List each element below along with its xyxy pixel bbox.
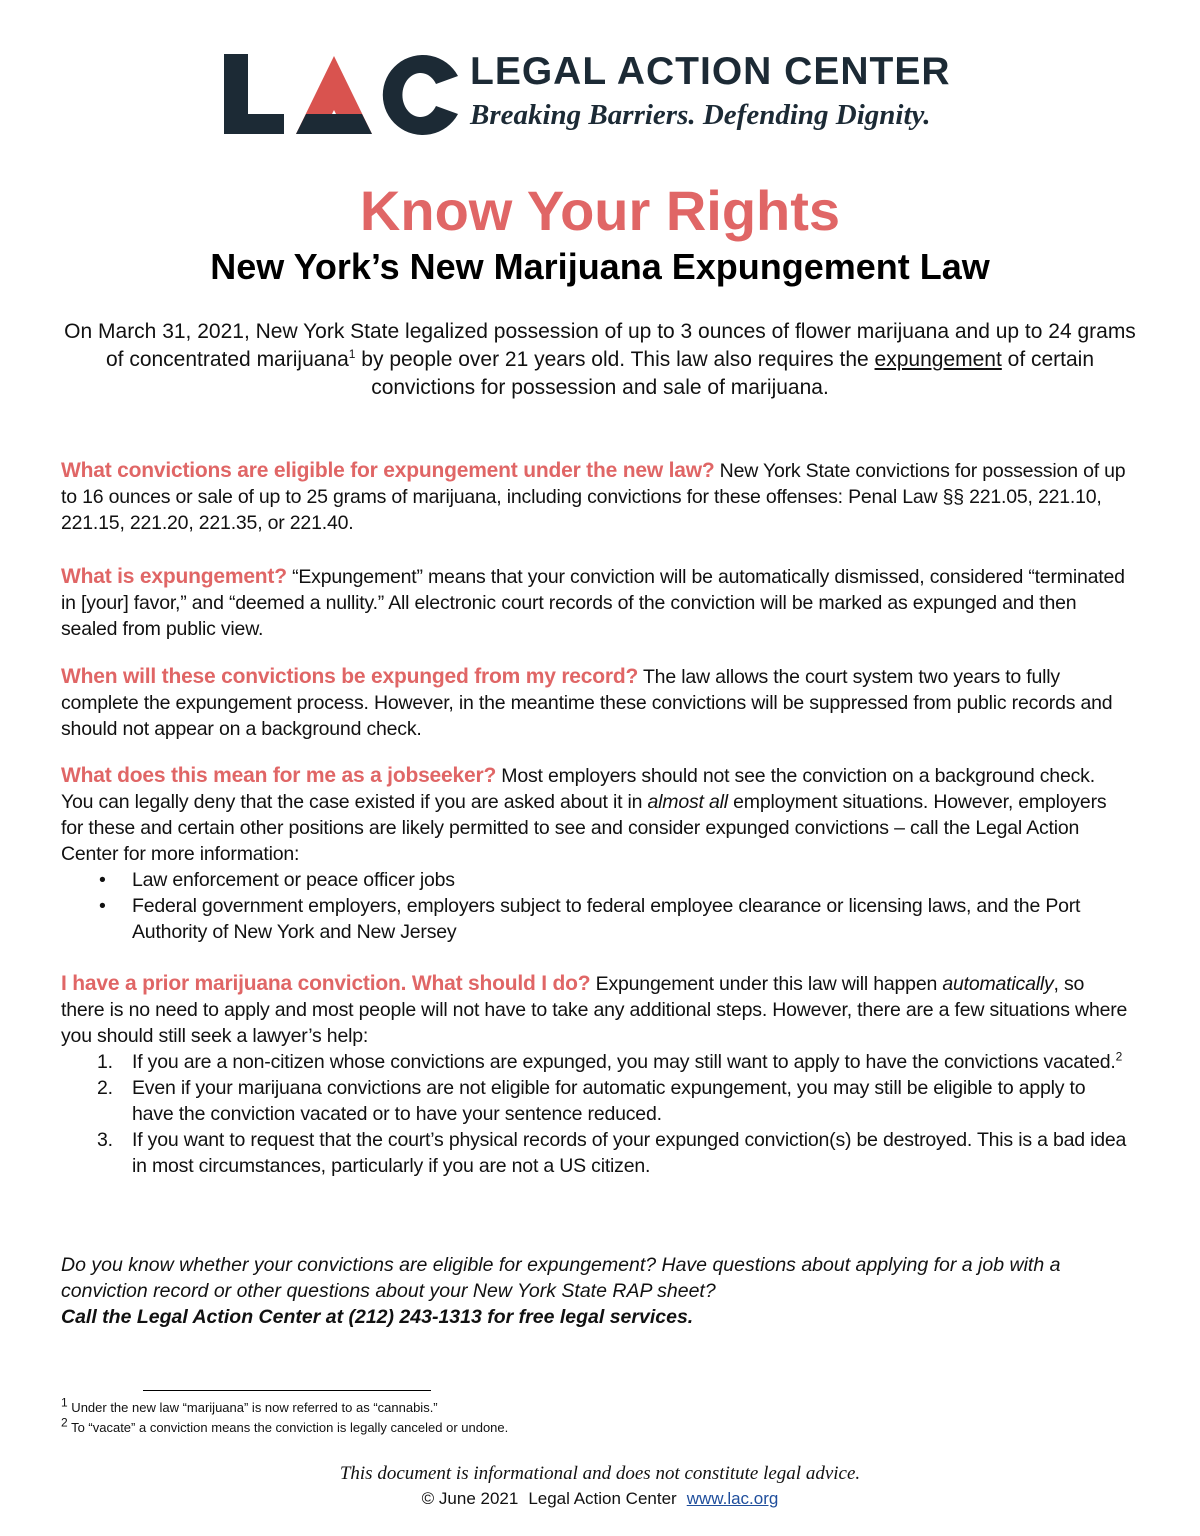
list-number: 2.: [97, 1077, 113, 1099]
lac-logo: [222, 52, 982, 142]
list-item: [97, 1075, 1131, 1127]
section-eligible: [61, 458, 1131, 536]
disclaimer: This document is informational and does not constitute legal advice.: [339, 1463, 861, 1484]
intro-text-2: by people over 21 years old. This law also requires the: [355, 348, 875, 371]
call-to-action: [61, 1252, 1121, 1330]
section-what-is: [61, 564, 1131, 642]
prior-numbered-list: [61, 1049, 1131, 1179]
expungement-term: expungement: [874, 348, 1002, 371]
list-number: 1.: [97, 1051, 113, 1073]
page-title: Know Your Rights: [359, 179, 841, 242]
copyright-line: [0, 1489, 1200, 1509]
cta-question: Do you know whether your convictions are eligible for expungement? Have questions about applying for a job with a conviction record or other questions about your New York State RAP sheet?: [61, 1254, 1061, 1302]
footnote-text: Under the new law “marijuana” is now referred to as “cannabis.”: [67, 1400, 438, 1415]
page-subtitle: New York’s New Marijuana Expungement Law: [210, 246, 990, 287]
answer-prior-b: , so there is no need to apply and most people will not have to take any additional steps. However, there are a few situations where you should still seek a lawyer’s help:: [61, 973, 1128, 1047]
question-what-is: What is expungement?: [61, 565, 287, 588]
intro-paragraph: [60, 318, 1140, 402]
footnote-divider: [143, 1390, 431, 1391]
list-text: If you are a non-citizen whose convictions are expunged, you may still want to apply to have the convictions vacated.: [132, 1051, 1116, 1073]
section-jobseeker: [61, 763, 1131, 945]
footnote-2: [61, 1415, 509, 1438]
footnote-text: To “vacate” a conviction means the conviction is legally canceled or undone.: [67, 1420, 509, 1435]
footnote-1: [61, 1395, 508, 1418]
intro-text-3: of certain convictions for possession and sale of marijuana.: [371, 348, 1095, 399]
copyright-org: Legal Action Center: [528, 1489, 677, 1508]
footnotes: [61, 1395, 509, 1438]
tagline: Breaking Barriers. Defending Dignity.: [470, 99, 931, 131]
footnote-mark: 1: [61, 1395, 68, 1410]
question-jobseeker: What does this mean for me as a jobseeker?: [61, 764, 497, 787]
answer-eligible: New York State convictions for possession of up to 16 ounces or sale of up to 25 grams of marijuana, including convictions for these offenses: Penal Law §§ 221.05, 221.10, 221.15, 221.20, 221.35, or 221.40.: [61, 460, 1126, 534]
list-text: Even if your marijuana convictions are not eligible for automatic expungement, you may still be eligible to apply to have the conviction vacated or to have your sentence reduced.: [132, 1077, 1086, 1125]
answer-when: The law allows the court system two years to fully complete the expungement process. However, in the meantime these convictions will be suppressed from public records and should not appear on a background check.: [61, 666, 1113, 740]
list-number: 3.: [97, 1129, 113, 1151]
answer-what-is: “Expungement” means that your conviction will be automatically dismissed, considered “terminated in [your] favor,” and “deemed a nullity.” All electronic court records of the conviction will be marked as expunged and then sealed from public view.: [61, 566, 1125, 640]
list-item: • Federal government employers, employers subject to federal employee clearance or licensing laws, and the Port Authority of New York and New Jersey: [132, 893, 1131, 945]
answer-jobseeker-italic: almost all: [647, 791, 728, 813]
footnote-mark: 2: [61, 1415, 68, 1430]
website-link[interactable]: www.lac.org: [686, 1489, 779, 1508]
answer-prior-italic: automatically: [942, 973, 1054, 995]
intro-text-1: On March 31, 2021, New York State legalized possession of up to 3 ounces of flower marijuana and up to 24 grams of concentrated marijuana: [64, 320, 1136, 371]
question-when: When will these convictions be expunged from my record?: [61, 665, 639, 688]
answer-jobseeker-a: Most employers should not see the conviction on a background check. You can legally deny that the case existed if you are asked about it in: [61, 765, 1095, 813]
question-eligible: What convictions are eligible for expungement under the new law?: [61, 459, 715, 482]
cta-call: Call the Legal Action Center at (212) 243-1313 for free legal services.: [61, 1306, 694, 1328]
jobseeker-bullet-list: [61, 867, 1131, 945]
footnote-ref-2: 2: [1115, 1049, 1123, 1064]
section-when: [61, 664, 1131, 742]
footnote-ref-1: 1: [348, 347, 356, 361]
answer-prior-a: Expungement under this law will happen: [590, 973, 943, 995]
answer-jobseeker-b: employment situations. However, employers for these and certain other positions are likely permitted to see and consider expunged convictions – call the Legal Action Center for more information:: [61, 791, 1107, 865]
lac-logo-mark: [222, 52, 462, 136]
question-prior-conviction: I have a prior marijuana conviction. What should I do?: [61, 972, 591, 995]
list-item: [97, 1127, 1131, 1179]
list-text: If you want to request that the court’s physical records of your expunged conviction(s) be destroyed. This is a bad idea in most circumstances, particularly if you are not a US citizen.: [132, 1129, 1127, 1177]
section-prior-conviction: [61, 971, 1131, 1179]
list-item: • Law enforcement or peace officer jobs: [132, 867, 1131, 893]
org-name: LEGAL ACTION CENTER: [470, 50, 951, 93]
copyright-date: © June 2021: [421, 1489, 519, 1508]
list-item: [97, 1049, 1131, 1075]
